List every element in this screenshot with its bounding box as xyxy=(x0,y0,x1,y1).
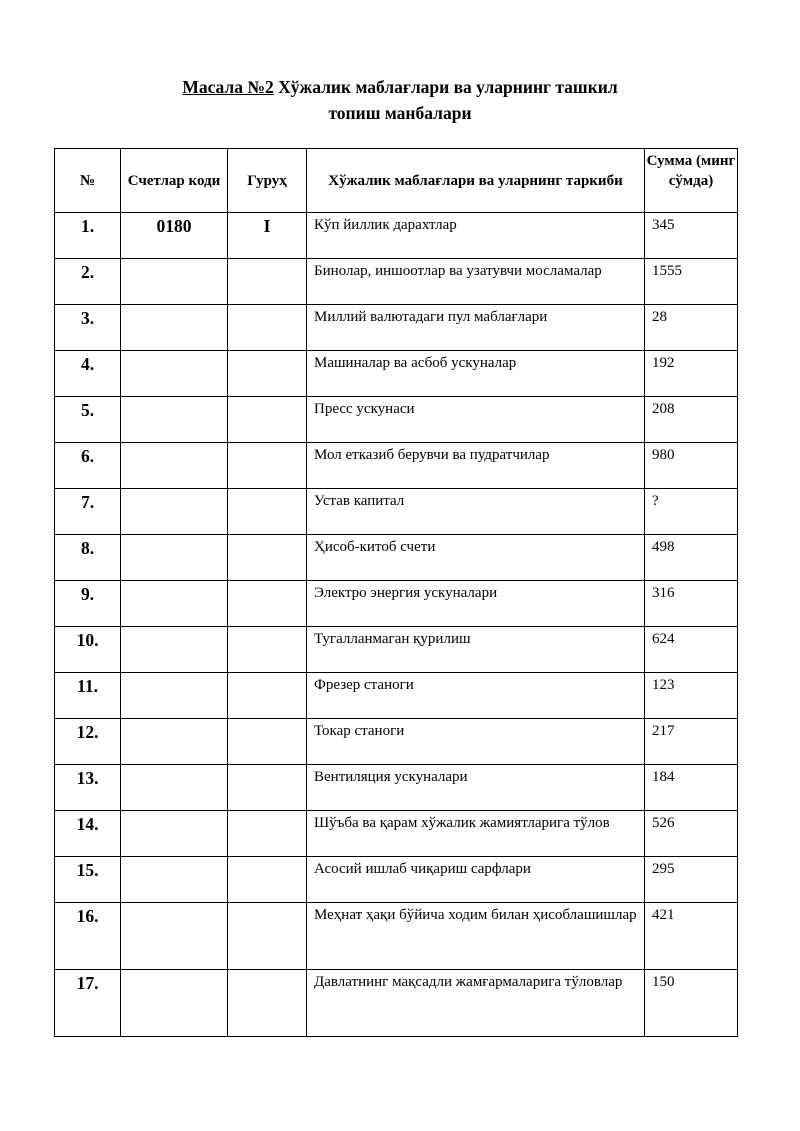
title-text: Хўжалик маблағлари ва уларнинг ташкил xyxy=(273,77,618,97)
account-code-cell xyxy=(121,443,228,489)
row-number: 7. xyxy=(55,489,121,535)
table-row xyxy=(55,627,738,673)
header-account-code: Счетлар коди xyxy=(121,149,228,213)
description-cell: Мол етказиб берувчи ва пудратчилар xyxy=(307,443,645,489)
row-number: 13. xyxy=(55,765,121,811)
group-cell xyxy=(228,811,307,857)
sum-cell: 498 xyxy=(645,535,738,581)
group-cell: I xyxy=(228,213,307,259)
sum-cell: 28 xyxy=(645,305,738,351)
row-number: 12. xyxy=(55,719,121,765)
title-line-1 xyxy=(0,74,800,100)
account-code-cell: 0180 xyxy=(121,213,228,259)
description-cell: Бинолар, иншоотлар ва узатувчи мосламалар xyxy=(307,259,645,305)
description-cell: Токар станоги xyxy=(307,719,645,765)
description-cell: Миллий валютадаги пул маблағлари xyxy=(307,305,645,351)
sum-cell: ? xyxy=(645,489,738,535)
group-cell xyxy=(228,970,307,1037)
account-code-cell xyxy=(121,397,228,443)
table-row xyxy=(55,581,738,627)
sum-cell: 624 xyxy=(645,627,738,673)
table-row xyxy=(55,857,738,903)
account-code-cell xyxy=(121,305,228,351)
sum-cell: 980 xyxy=(645,443,738,489)
row-number: 11. xyxy=(55,673,121,719)
group-cell xyxy=(228,765,307,811)
description-cell: Тугалланмаган қурилиш xyxy=(307,627,645,673)
group-cell xyxy=(228,719,307,765)
group-cell xyxy=(228,535,307,581)
group-cell xyxy=(228,903,307,970)
group-cell xyxy=(228,627,307,673)
account-code-cell xyxy=(121,351,228,397)
description-cell: Электро энергия ускуналари xyxy=(307,581,645,627)
row-number: 9. xyxy=(55,581,121,627)
sum-cell: 1555 xyxy=(645,259,738,305)
description-cell: Машиналар ва асбоб ускуналар xyxy=(307,351,645,397)
table-row xyxy=(55,259,738,305)
table-row xyxy=(55,811,738,857)
table-header-row xyxy=(55,149,738,213)
row-number: 10. xyxy=(55,627,121,673)
account-code-cell xyxy=(121,535,228,581)
row-number: 5. xyxy=(55,397,121,443)
sum-cell: 150 xyxy=(645,970,738,1037)
table-row xyxy=(55,719,738,765)
table-row xyxy=(55,903,738,970)
row-number: 4. xyxy=(55,351,121,397)
header-sum: Сумма (минг сўмда) xyxy=(645,149,738,213)
table-row xyxy=(55,970,738,1037)
task-label: Масала №2 xyxy=(182,77,274,97)
account-code-cell xyxy=(121,857,228,903)
description-cell: Шўъба ва қарам хўжалик жамиятларига тўлов xyxy=(307,811,645,857)
table-row xyxy=(55,305,738,351)
description-cell: Пресс ускунаси xyxy=(307,397,645,443)
sum-cell: 123 xyxy=(645,673,738,719)
group-cell xyxy=(228,397,307,443)
account-code-cell xyxy=(121,765,228,811)
sum-cell: 526 xyxy=(645,811,738,857)
account-code-cell xyxy=(121,811,228,857)
group-cell xyxy=(228,305,307,351)
description-cell: Меҳнат ҳақи бўйича ходим билан ҳисоблашишлар xyxy=(307,903,645,970)
sum-cell: 345 xyxy=(645,213,738,259)
description-cell: Давлатнинг мақсадли жамғармаларига тўловлар xyxy=(307,970,645,1037)
group-cell xyxy=(228,673,307,719)
sum-cell: 316 xyxy=(645,581,738,627)
row-number: 16. xyxy=(55,903,121,970)
header-description: Хўжалик маблағлари ва уларнинг таркиби xyxy=(307,149,645,213)
account-code-cell xyxy=(121,259,228,305)
assets-table xyxy=(54,148,738,1037)
description-cell: Ҳисоб-китоб счети xyxy=(307,535,645,581)
table-row xyxy=(55,213,738,259)
row-number: 8. xyxy=(55,535,121,581)
row-number: 14. xyxy=(55,811,121,857)
header-group: Гуруҳ xyxy=(228,149,307,213)
header-number: № xyxy=(55,149,121,213)
description-cell: Асосий ишлаб чиқариш сарфлари xyxy=(307,857,645,903)
description-cell: Фрезер станоги xyxy=(307,673,645,719)
group-cell xyxy=(228,259,307,305)
account-code-cell xyxy=(121,673,228,719)
account-code-cell xyxy=(121,627,228,673)
account-code-cell xyxy=(121,719,228,765)
description-cell: Кўп йиллик дарахтлар xyxy=(307,213,645,259)
table-row xyxy=(55,351,738,397)
table-row xyxy=(55,535,738,581)
description-cell: Устав капитал xyxy=(307,489,645,535)
account-code-cell xyxy=(121,489,228,535)
row-number: 15. xyxy=(55,857,121,903)
row-number: 1. xyxy=(55,213,121,259)
row-number: 17. xyxy=(55,970,121,1037)
sum-cell: 421 xyxy=(645,903,738,970)
description-cell: Вентиляция ускуналари xyxy=(307,765,645,811)
row-number: 6. xyxy=(55,443,121,489)
group-cell xyxy=(228,857,307,903)
sum-cell: 192 xyxy=(645,351,738,397)
group-cell xyxy=(228,443,307,489)
page-title xyxy=(0,74,800,126)
account-code-cell xyxy=(121,970,228,1037)
account-code-cell xyxy=(121,581,228,627)
table-row xyxy=(55,443,738,489)
account-code-cell xyxy=(121,903,228,970)
row-number: 3. xyxy=(55,305,121,351)
sum-cell: 295 xyxy=(645,857,738,903)
table-row xyxy=(55,489,738,535)
title-line-2: топиш манбалари xyxy=(328,103,472,123)
sum-cell: 208 xyxy=(645,397,738,443)
row-number: 2. xyxy=(55,259,121,305)
group-cell xyxy=(228,489,307,535)
group-cell xyxy=(228,351,307,397)
table-body xyxy=(55,213,738,1037)
table-row xyxy=(55,673,738,719)
sum-cell: 184 xyxy=(645,765,738,811)
table-row xyxy=(55,397,738,443)
sum-cell: 217 xyxy=(645,719,738,765)
table-row xyxy=(55,765,738,811)
group-cell xyxy=(228,581,307,627)
